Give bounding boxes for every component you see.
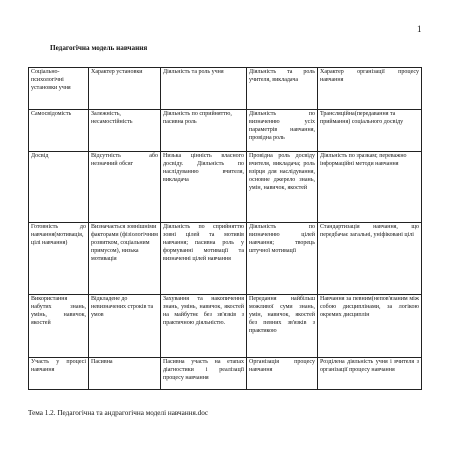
table-cell: Використання набутих знань, умінь, навичок, якостей: [29, 295, 89, 358]
table-cell: Захування та накопичення знань, умінь, навичок, якостей на майбутнє без зв'язків з практичною діяльністю.: [161, 295, 247, 358]
table-cell: Залежність, несамостійність: [89, 110, 161, 152]
table-cell: Діяльність по визначенню усіх параметрів навчання, провідна роль: [247, 110, 318, 152]
table-cell: Відкладене до невизначених строків та умов: [89, 295, 161, 358]
table-cell: Відсутність або незначний обсяг: [89, 152, 161, 223]
table-cell: Організація процесу навчання: [247, 358, 318, 390]
table-cell: Пасивна участь на етапах діагностики і реалізації процесу навчання: [161, 358, 247, 390]
table-cell: Діяльність по визначенню цілей навчання; творець штучної мотивації: [247, 223, 318, 295]
table-cell: Трансляційна(передавання та приймання) соціального досвіду: [318, 110, 422, 152]
header-cell: Соціально-психологічні установки учня: [29, 68, 89, 110]
header-cell: Характер організації процесу навчання: [318, 68, 422, 110]
table-cell: Досвід: [29, 152, 89, 223]
pedagogical-model-table: [28, 67, 422, 390]
table-cell: Пасивна: [89, 358, 161, 390]
table-cell: Діяльність по сприйняттю зовні цілей та мотивів навчання; пасивна роль у формуванні мотивації та визначенні цілей навчання: [161, 223, 247, 295]
table-row: [29, 110, 422, 152]
table-cell: Провідна роль досвіду вчителя, викладача; роль взірця для наслідування, основне джерело знань, умін, навичок, якостей: [247, 152, 318, 223]
table-header-row: [29, 68, 422, 110]
table-row: [29, 295, 422, 358]
table-cell: Діяльність по сприйняттю, пасивна роль: [161, 110, 247, 152]
table-cell: Низька цінність власного досвіду. Діяльність по наслідуванню вчителя, викладача: [161, 152, 247, 223]
table-cell: Участь у процесі навчання: [29, 358, 89, 390]
table-cell: Готовність до навчання(мотивація, цілі навчання): [29, 223, 89, 295]
document-footer: Тема 1.2. Педагогічна та андрагогічна моделі навчання.doc: [28, 409, 209, 417]
table-cell: Передання найбільш можливої суми знань, умін, навичок, якостей без певних зв'язків з практикою: [247, 295, 318, 358]
table-cell: Стандартизація навчання, що передбачає загальні, уніфіковані цілі: [318, 223, 422, 295]
document-title: Педагогічна модель навчання: [50, 44, 148, 52]
table-cell: Самосвідомість: [29, 110, 89, 152]
table-cell: Визначається зовнішніми факторами (фізіологічним розвитком, соціальним примусом), низька мотивація: [89, 223, 161, 295]
header-cell: Діяльність та роль учня: [161, 68, 247, 110]
table-row: [29, 152, 422, 223]
table-cell: Навчання за певним(непов'язаним між собою дисциплінами, за логікою окремих дисциплін: [318, 295, 422, 358]
page-number: 1: [417, 24, 422, 34]
header-cell: Діяльність та роль учителя, викладача: [247, 68, 318, 110]
table-row: [29, 223, 422, 295]
header-cell: Характер установки: [89, 68, 161, 110]
table-cell: Розділена діяльність учня і вчителя з організації процесу навчання: [318, 358, 422, 390]
table-cell: Діяльність по зразкам; переважно інформаційні методи навчання: [318, 152, 422, 223]
table-row: [29, 358, 422, 390]
